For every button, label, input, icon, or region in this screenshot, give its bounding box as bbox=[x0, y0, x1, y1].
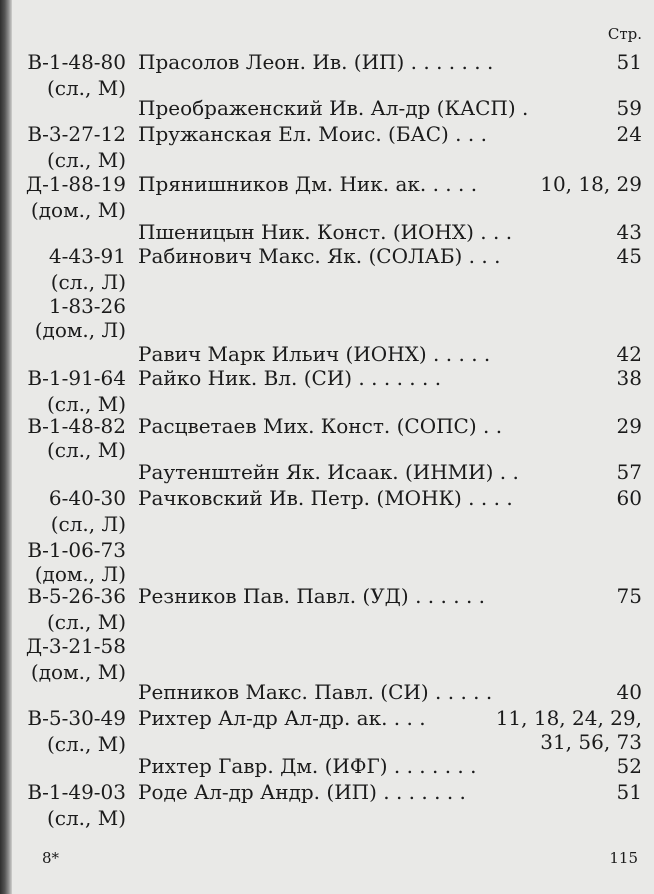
entry-phone: В-5-30-49 bbox=[27, 706, 126, 730]
entry-pages: 57 bbox=[616, 460, 642, 484]
entry-name: Прасолов Леон. Ив. (ИП) . . . . . . . bbox=[138, 50, 494, 74]
entry-phone-type: (сл., Л) bbox=[50, 512, 126, 536]
entry-name: Равич Марк Ильич (ИОНХ) . . . . . bbox=[138, 342, 491, 366]
entry-name: Расцветаев Мих. Конст. (СОПС) . . bbox=[138, 414, 503, 438]
entry-pages: 29 bbox=[616, 414, 642, 438]
index-page bbox=[12, 0, 654, 894]
entry-phone: В-1-48-80 bbox=[27, 50, 126, 74]
dot-leader: . . . . bbox=[461, 486, 513, 510]
dot-leader: . . . . . bbox=[428, 680, 493, 704]
entry-pages: 42 bbox=[616, 342, 642, 366]
entry-phone-2-type: (дом., Л) bbox=[34, 318, 126, 342]
book-spine-shadow bbox=[0, 0, 12, 894]
entry-phone-2-type: (дом., Л) bbox=[34, 562, 126, 586]
entry-pages-continued: 31, 56, 73 bbox=[540, 730, 642, 754]
entry-phone-type: (сл., М) bbox=[46, 806, 126, 830]
entry-phone-type: (сл., М) bbox=[46, 438, 126, 462]
entry-pages: 51 bbox=[616, 50, 642, 74]
entry-pages: 51 bbox=[616, 780, 642, 804]
entry-name: Райко Ник. Вл. (СИ) . . . . . . . bbox=[138, 366, 442, 390]
entry-phone-type: (сл., М) bbox=[46, 76, 126, 100]
entry-phone-type: (сл., Л) bbox=[50, 270, 126, 294]
entry-name: Рихтер Ал-др Ал-др. ак. . . . bbox=[138, 706, 426, 730]
entry-pages: 52 bbox=[616, 754, 642, 778]
entry-pages: 38 bbox=[616, 366, 642, 390]
dot-leader: . . . bbox=[387, 706, 426, 730]
entry-phone-2: 1-83-26 bbox=[48, 294, 126, 318]
dot-leader: . . . bbox=[448, 122, 487, 146]
entry-phone: Д-1-88-19 bbox=[25, 172, 126, 196]
entry-name: Рабинович Макс. Як. (СОЛАБ) . . . bbox=[138, 244, 501, 268]
entry-name: Пружанская Ел. Моис. (БАС) . . . bbox=[138, 122, 487, 146]
entry-pages: 59 bbox=[616, 96, 642, 120]
entry-phone: В-5-26-36 bbox=[27, 584, 126, 608]
entry-pages: 75 bbox=[616, 584, 642, 608]
entry-name: Репников Макс. Павл. (СИ) . . . . . bbox=[138, 680, 493, 704]
entry-phone-2-type: (дом., М) bbox=[30, 660, 126, 684]
entry-phone: 6-40-30 bbox=[48, 486, 126, 510]
dot-leader: . bbox=[515, 96, 529, 120]
entry-pages: 40 bbox=[616, 680, 642, 704]
entry-phone-2: В-1-06-73 bbox=[27, 538, 126, 562]
dot-leader: . . . . . . . bbox=[404, 50, 494, 74]
pages-column-header: Стр. bbox=[607, 25, 642, 43]
dot-leader: . . bbox=[493, 460, 519, 484]
entry-name: Прянишников Дм. Ник. ак. . . . . bbox=[138, 172, 478, 196]
entry-name: Пшеницын Ник. Конст. (ИОНХ) . . . bbox=[138, 220, 513, 244]
entry-pages: 45 bbox=[616, 244, 642, 268]
dot-leader: . . . bbox=[473, 220, 513, 244]
entry-name: Рихтер Гавр. Дм. (ИФГ) . . . . . . . bbox=[138, 754, 477, 778]
signature-mark: 8* bbox=[42, 849, 60, 867]
entry-phone: В-1-48-82 bbox=[27, 414, 126, 438]
entry-phone-type: (сл., М) bbox=[46, 732, 126, 756]
entry-name: Роде Ал-др Андр. (ИП) . . . . . . . bbox=[138, 780, 466, 804]
entry-phone: 4-43-91 bbox=[48, 244, 126, 268]
entry-name: Рачковский Ив. Петр. (МОНК) . . . . bbox=[138, 486, 513, 510]
entry-pages: 10, 18, 29 bbox=[540, 172, 642, 196]
entry-phone-type: (сл., М) bbox=[46, 610, 126, 634]
dot-leader: . . . . . . . bbox=[352, 366, 442, 390]
entry-phone: В-3-27-12 bbox=[27, 122, 126, 146]
entry-pages: 11, 18, 24, 29, bbox=[495, 706, 642, 730]
entry-phone: В-1-91-64 bbox=[27, 366, 126, 390]
dot-leader: . . . bbox=[462, 244, 501, 268]
dot-leader: . . bbox=[476, 414, 503, 438]
entry-pages: 43 bbox=[616, 220, 642, 244]
entry-name: Раутенштейн Як. Исаак. (ИНМИ) . . bbox=[138, 460, 519, 484]
dot-leader: . . . . . . . bbox=[376, 780, 466, 804]
dot-leader: . . . . . bbox=[426, 342, 491, 366]
dot-leader: . . . . . . bbox=[408, 584, 486, 608]
entry-phone-2: Д-3-21-58 bbox=[25, 634, 126, 658]
page-number: 115 bbox=[609, 849, 638, 867]
entry-name: Преображенский Ив. Ал-др (КАСП) . bbox=[138, 96, 529, 120]
entry-pages: 60 bbox=[616, 486, 642, 510]
dot-leader: . . . . . . . bbox=[387, 754, 477, 778]
entry-phone-type: (сл., М) bbox=[46, 392, 126, 416]
entry-phone-type: (сл., М) bbox=[46, 148, 126, 172]
entry-pages: 24 bbox=[616, 122, 642, 146]
entry-phone: В-1-49-03 bbox=[27, 780, 126, 804]
entry-phone-type: (дом., М) bbox=[30, 198, 126, 222]
entry-name: Резников Пав. Павл. (УД) . . . . . . bbox=[138, 584, 486, 608]
dot-leader: . . . . bbox=[426, 172, 478, 196]
